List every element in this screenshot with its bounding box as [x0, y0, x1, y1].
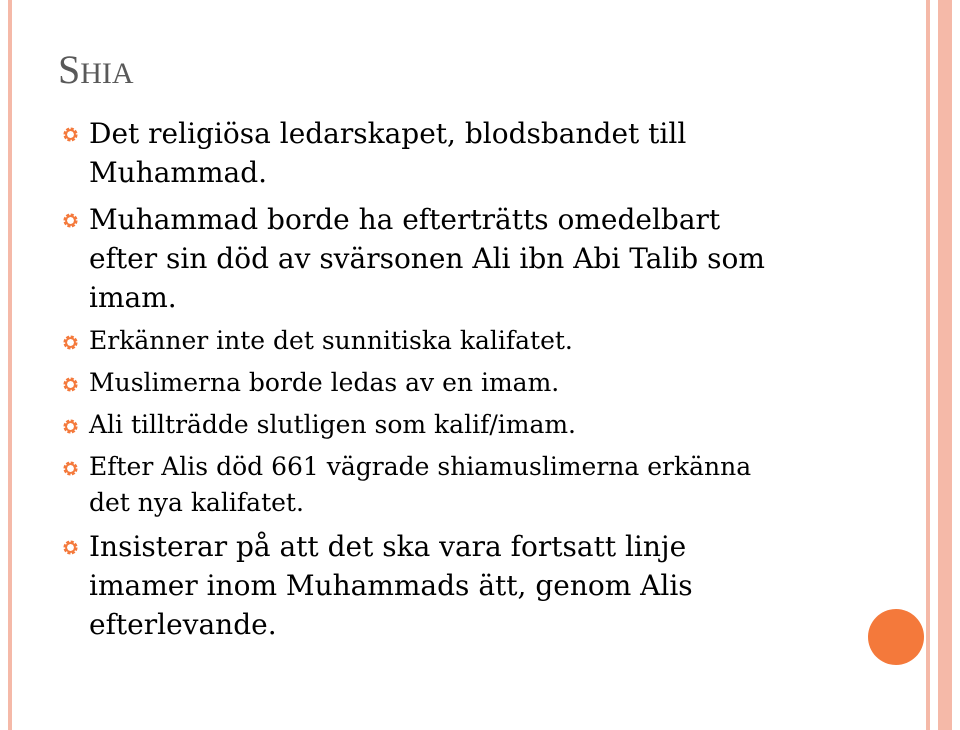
right-decorative-border-thick [938, 0, 952, 730]
gear-bullet-icon [62, 334, 79, 351]
gear-bullet-icon [62, 418, 79, 435]
right-decorative-border-thin [926, 0, 930, 730]
bullet-text: Erkänner inte det sunnitiska kalifatet. [89, 326, 573, 355]
bullet-item [62, 114, 782, 192]
bullet-item [62, 200, 782, 317]
slide-title [58, 47, 134, 92]
bullet-item [62, 323, 782, 359]
bullet-text: Muhammad borde ha efterträtts omedelbart efter sin död av svärsonen Ali ibn Abi Talib som imam. [89, 203, 765, 314]
bullet-list [62, 114, 782, 644]
left-decorative-border [8, 0, 12, 730]
bullet-text: Ali tillträdde slutligen som kalif/imam. [89, 410, 576, 439]
bullet-text: Efter Alis död 661 vägrade shiamuslimerna erkänna det nya kalifatet. [89, 452, 752, 517]
bullet-text: Insisterar på att det ska vara fortsatt linje imamer inom Muhammads ätt, genom Alis efterlevande. [89, 530, 693, 641]
slide-title-initial: S [58, 47, 81, 92]
bullet-item [62, 407, 782, 443]
slide-title-rest: HIA [80, 57, 134, 90]
bullet-text: Det religiösa ledarskapet, blodsbandet till Muhammad. [89, 117, 687, 189]
gear-bullet-icon [62, 212, 79, 229]
bullet-item [62, 449, 782, 521]
gear-bullet-icon [62, 460, 79, 477]
bullet-item [62, 365, 782, 401]
bullet-item [62, 527, 782, 644]
orange-circle-decoration [868, 609, 924, 665]
bullet-text: Muslimerna borde ledas av en imam. [89, 368, 560, 397]
gear-bullet-icon [62, 539, 79, 556]
gear-bullet-icon [62, 126, 79, 143]
gear-bullet-icon [62, 376, 79, 393]
